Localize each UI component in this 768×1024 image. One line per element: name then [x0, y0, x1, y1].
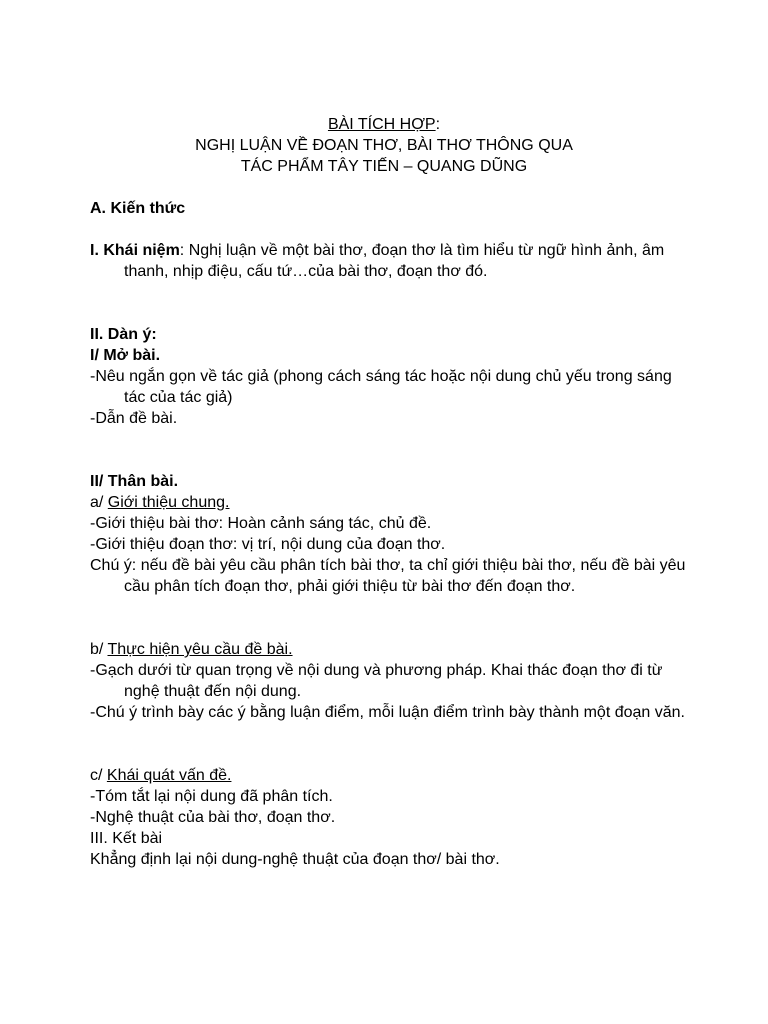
than-bai-c-prefix: c/: [90, 767, 107, 784]
than-bai-c-heading: [90, 765, 690, 786]
title-line-2: NGHỊ LUẬN VỀ ĐOẠN THƠ, BÀI THƠ THÔNG QUA: [195, 137, 573, 154]
title-line-1: [90, 114, 678, 135]
title-main: BÀI TÍCH HỢP: [327, 116, 436, 133]
ket-bai-heading: III. Kết bài: [90, 830, 163, 847]
document-title: [90, 114, 678, 177]
than-bai-b-title: Thực hiện yêu cầu đề bài.: [107, 641, 293, 658]
than-bai-a-heading: [90, 492, 690, 513]
ket-bai-text: Khẳng định lại nội dung-nghệ thuật của đoạn thơ/ bài thơ.: [90, 851, 500, 868]
than-bai-c-item: -Tóm tắt lại nội dung đã phân tích.: [90, 788, 333, 805]
than-bai-c-item: -Nghệ thuật của bài thơ, đoạn thơ.: [90, 809, 336, 826]
than-bai-b-prefix: b/: [90, 641, 108, 658]
than-bai-a-item: -Giới thiệu bài thơ: Hoàn cảnh sáng tác, chủ đề.: [90, 515, 432, 532]
than-bai-b-heading: [90, 639, 690, 660]
than-bai-a-prefix: a/: [90, 494, 108, 511]
than-bai-a-item: -Giới thiệu đoạn thơ: vị trí, nội dung của đoạn thơ.: [90, 536, 446, 553]
mo-bai-heading: I/ Mở bài.: [90, 347, 161, 364]
khai-niem-label: I. Khái niệm: [90, 242, 180, 259]
than-bai-a-title: Giới thiệu chung.: [107, 494, 230, 511]
mo-bai-item: -Dẫn đề bài.: [90, 410, 178, 427]
than-bai-c-title: Khái quát vấn đề.: [106, 767, 232, 784]
than-bai-b-item: -Gạch dưới từ quan trọng về nội dung và phương pháp. Khai thác đoạn thơ đi từ nghệ thuật đến nội dung.: [90, 662, 663, 700]
document-page: [90, 114, 690, 870]
dan-y-heading: II. Dàn ý:: [90, 326, 157, 343]
section-a-heading: A. Kiến thức: [90, 200, 186, 217]
mo-bai-item: -Nêu ngắn gọn về tác giả (phong cách sáng tác hoặc nội dung chủ yếu trong sáng tác của tác giả): [90, 368, 672, 406]
than-bai-a-note: Chú ý: nếu đề bài yêu cầu phân tích bài thơ, ta chỉ giới thiệu bài thơ, nếu đề bài yêu cầu phân tích đoạn thơ, phải giới thiệu từ bài thơ đến đoạn thơ.: [90, 557, 686, 595]
than-bai-heading: II/ Thân bài.: [90, 473, 179, 490]
than-bai-b-item: -Chú ý trình bày các ý bằng luận điểm, mỗi luận điểm trình bày thành một đoạn văn.: [90, 704, 685, 721]
title-colon: :: [435, 116, 441, 133]
title-line-3: TÁC PHẨM TÂY TIẾN – QUANG DŨNG: [240, 158, 528, 175]
khai-niem-paragraph: [90, 240, 690, 282]
khai-niem-text: : Nghị luận về một bài thơ, đoạn thơ là tìm hiểu từ ngữ hình ảnh, âm thanh, nhịp điệu, cấu tứ…của bài thơ, đoạn thơ đó.: [124, 242, 665, 280]
